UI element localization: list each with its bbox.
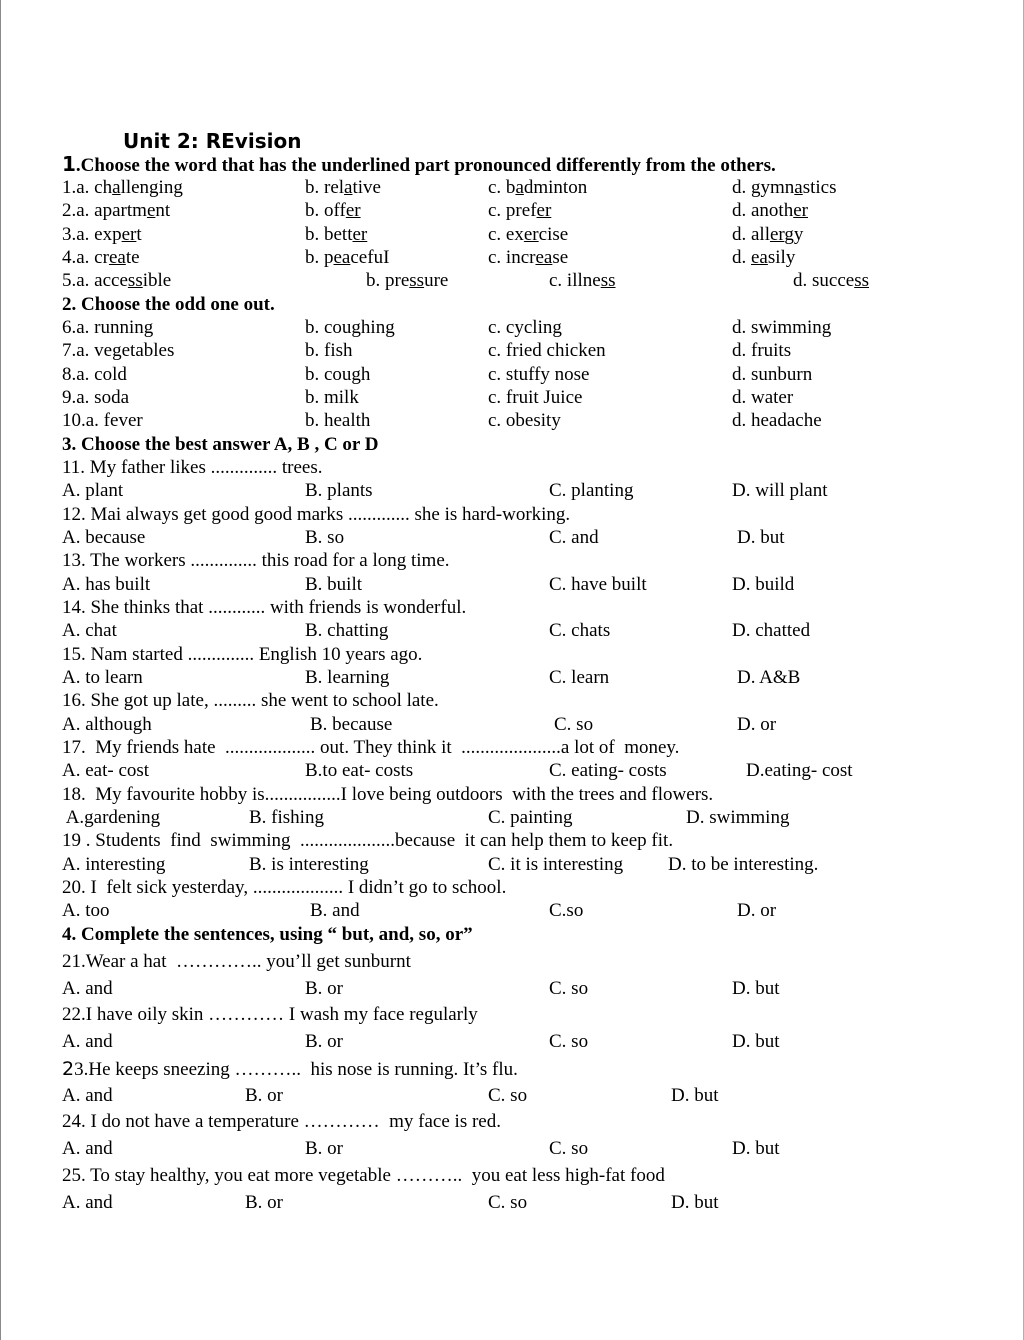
option-d: d. headache xyxy=(732,410,822,431)
option-a: 2.a. apartment xyxy=(62,200,171,221)
option-d: D.eating- cost xyxy=(746,760,853,781)
option-b: B. because xyxy=(310,714,393,735)
question-stem-23: 23.He keeps sneezing ……….. his nose is running. It’s flu. xyxy=(62,1058,518,1080)
option-d: D. but xyxy=(671,1192,719,1213)
option-b: b. health xyxy=(305,410,371,431)
option-d: d. fruits xyxy=(732,340,792,361)
option-d: d. easily xyxy=(732,247,796,268)
option-d: D. but xyxy=(732,1138,780,1159)
option-d: D. or xyxy=(737,900,777,921)
option-a: 4.a. create xyxy=(62,247,140,268)
option-a: 5.a. accessible xyxy=(62,270,172,291)
document-page: Unit 2: REvision 1.Choose the word that has the underlined part pronounced differently from the others. 1.a. challenging b. relative c. badminton d. gymnastics 2.a. apartment b. offer c. prefer d. another 3.a. expert b. better c. exercise d. allergy 4.a. create b. peacefuI c. increase d. easily 5.a. accessible b. pressure c. illness d. success 2. Choose the odd one out. 6.a. running b. coughing c. cycling d. swimming 7.a. vegetables b. fish c. fried chicken d. fruits 8.a. cold b. cough c. stuffy nose d. sunburn 9.a. soda b. milk c. fruit Juice d. water 10.a. fever b. health c. obesity d. headache 3. Choose the best answer A, B , C or D 11. My father likes .............. trees. A. plant B. plants C. planting D. will plant 12. Mai always get good good marks ............. she is hard-working. A. because B. so C. and D. but 13. The workers .............. this road for a long time. A. has built B. built C. have built D. build 14. She thinks that ............ with friends is wonderful. A. chat B. chatting C. chats D. chatted 15. Nam started .............. English 10 years ago. A. to learn B. learning C. learn D. A&B 16. She got up late, ......... she went to school late. A. although B. because C. so D. or 17. My friends hate ................... out. They think it .....................a lot of money. A. eat- cost B.to eat- costs C. eating- costs D.eating- cost 18. My favourite hobby is................I love being outdoors with the trees and flowers. A.gardening B. fishing C. painting D. swimming 19 . Students find swimming ....................because it can help them to keep fit. A. interesting B. is interesting C. it is interesting D. to be interesting. 20. I felt sick yesterday, ................... I didn’t go to school. A. too B. and C.so D. or 4. Complete the sentences, using “ but, and, so, or” 21.Wear a hat ………….. you’ll get sunburnt A. and B. or C. so D. but 22.I have oily skin ………… I wash my face regularly A. and B. or C. so D. but 23.He keeps sneezing ……….. his nose is running. It’s flu. A. and B. or C. so D. but 24. I do not have a temperature ………… my face is red. A. and B. or C. so D. but 25. To stay healthy, you eat more vegetable ……….. you eat less high-fat food A. and B. or C. so D. but xyxy=(0,0,1024,1340)
option-d: D. but xyxy=(737,527,785,548)
option-b: B. plants xyxy=(305,480,373,501)
option-d: D. chatted xyxy=(732,620,811,641)
option-c: c. exercise xyxy=(488,224,569,245)
option-b: b. fish xyxy=(305,340,353,361)
option-a: A.gardening xyxy=(62,807,161,828)
option-b: B. learning xyxy=(305,667,390,688)
option-a: A. plant xyxy=(62,480,124,501)
option-c: C. so xyxy=(488,1192,528,1213)
option-b: b. pressure xyxy=(366,270,449,291)
option-b: b. peacefuI xyxy=(305,247,390,268)
section-1-number: 1 xyxy=(62,152,76,176)
option-c: C. planting xyxy=(549,480,634,501)
option-a: A. chat xyxy=(62,620,117,641)
answer-row-25 xyxy=(0,1192,1024,1324)
option-c: c. increase xyxy=(488,247,569,268)
option-c: C. painting xyxy=(488,807,573,828)
option-c: C. chats xyxy=(549,620,611,641)
option-c: C. so xyxy=(549,1031,589,1052)
option-d: D. but xyxy=(732,978,780,999)
option-a: A. because xyxy=(62,527,146,548)
option-c: c. fruit Juice xyxy=(488,387,583,408)
option-c: C.so xyxy=(549,900,584,921)
option-d: D. swimming xyxy=(686,807,790,828)
option-d: D. build xyxy=(732,574,795,595)
option-c: c. illness xyxy=(549,270,616,291)
option-a: 1.a. challenging xyxy=(62,177,183,198)
option-b: B. fishing xyxy=(249,807,324,828)
option-d: D. will plant xyxy=(732,480,828,501)
option-a: 9.a. soda xyxy=(62,387,130,408)
option-b: B. built xyxy=(305,574,363,595)
option-d: d. sunburn xyxy=(732,364,813,385)
option-c: c. cycling xyxy=(488,317,562,338)
option-b: B. or xyxy=(305,1031,343,1052)
option-a: 10.a. fever xyxy=(62,410,143,431)
option-c: C. and xyxy=(549,527,599,548)
option-a: 3.a. expert xyxy=(62,224,142,245)
option-a: A. and xyxy=(62,1138,113,1159)
option-d: D. to be interesting. xyxy=(668,854,819,875)
option-b: b. better xyxy=(305,224,368,245)
option-c: c. stuffy nose xyxy=(488,364,590,385)
option-d: D. but xyxy=(671,1085,719,1106)
option-a: A. and xyxy=(62,1085,113,1106)
option-c: C. eating- costs xyxy=(549,760,667,781)
section-1-text: .Choose the word that has the underlined part pronounced differently from the others. xyxy=(75,155,776,176)
option-c: C. so xyxy=(554,714,594,735)
option-c: C. it is interesting xyxy=(488,854,624,875)
option-c: c. prefer xyxy=(488,200,552,221)
option-a: 6.a. running xyxy=(62,317,154,338)
option-d: d. water xyxy=(732,387,794,408)
option-b: b. offer xyxy=(305,200,361,221)
option-c: c. obesity xyxy=(488,410,561,431)
option-d: d. another xyxy=(732,200,808,221)
option-a: A. eat- cost xyxy=(62,760,150,781)
option-b: B. and xyxy=(310,900,360,921)
page-title: Unit 2: REvision xyxy=(123,129,302,153)
option-a: A. to learn xyxy=(62,667,143,688)
option-b: B. or xyxy=(245,1085,283,1106)
option-a: A. interesting xyxy=(62,854,166,875)
option-c: C. so xyxy=(549,1138,589,1159)
option-a: A. and xyxy=(62,1031,113,1052)
option-a: A. and xyxy=(62,978,113,999)
option-d: D. A&B xyxy=(737,667,801,688)
option-b: B.to eat- costs xyxy=(305,760,414,781)
option-a: A. and xyxy=(62,1192,113,1213)
option-a: A. although xyxy=(62,714,152,735)
option-b: B. or xyxy=(305,1138,343,1159)
option-b: B. or xyxy=(305,978,343,999)
option-d: d. success xyxy=(793,270,869,291)
option-b: B. is interesting xyxy=(249,854,369,875)
option-d: D. but xyxy=(732,1031,780,1052)
option-b: b. milk xyxy=(305,387,359,408)
option-a: 7.a. vegetables xyxy=(62,340,175,361)
option-b: b. coughing xyxy=(305,317,395,338)
option-d: D. or xyxy=(737,714,777,735)
option-c: c. badminton xyxy=(488,177,588,198)
option-a: 8.a. cold xyxy=(62,364,127,385)
option-b: b. cough xyxy=(305,364,371,385)
option-b: B. or xyxy=(245,1192,283,1213)
option-c: c. fried chicken xyxy=(488,340,606,361)
option-b: b. relative xyxy=(305,177,381,198)
option-c: C. learn xyxy=(549,667,610,688)
option-a: A. too xyxy=(62,900,110,921)
option-c: C. so xyxy=(488,1085,528,1106)
option-d: d. allergy xyxy=(732,224,804,245)
option-b: B. so xyxy=(305,527,345,548)
option-b: B. chatting xyxy=(305,620,389,641)
option-a: A. has built xyxy=(62,574,151,595)
option-d: d. swimming xyxy=(732,317,832,338)
option-d: d. gymnastics xyxy=(732,177,837,198)
option-c: C. have built xyxy=(549,574,647,595)
option-c: C. so xyxy=(549,978,589,999)
